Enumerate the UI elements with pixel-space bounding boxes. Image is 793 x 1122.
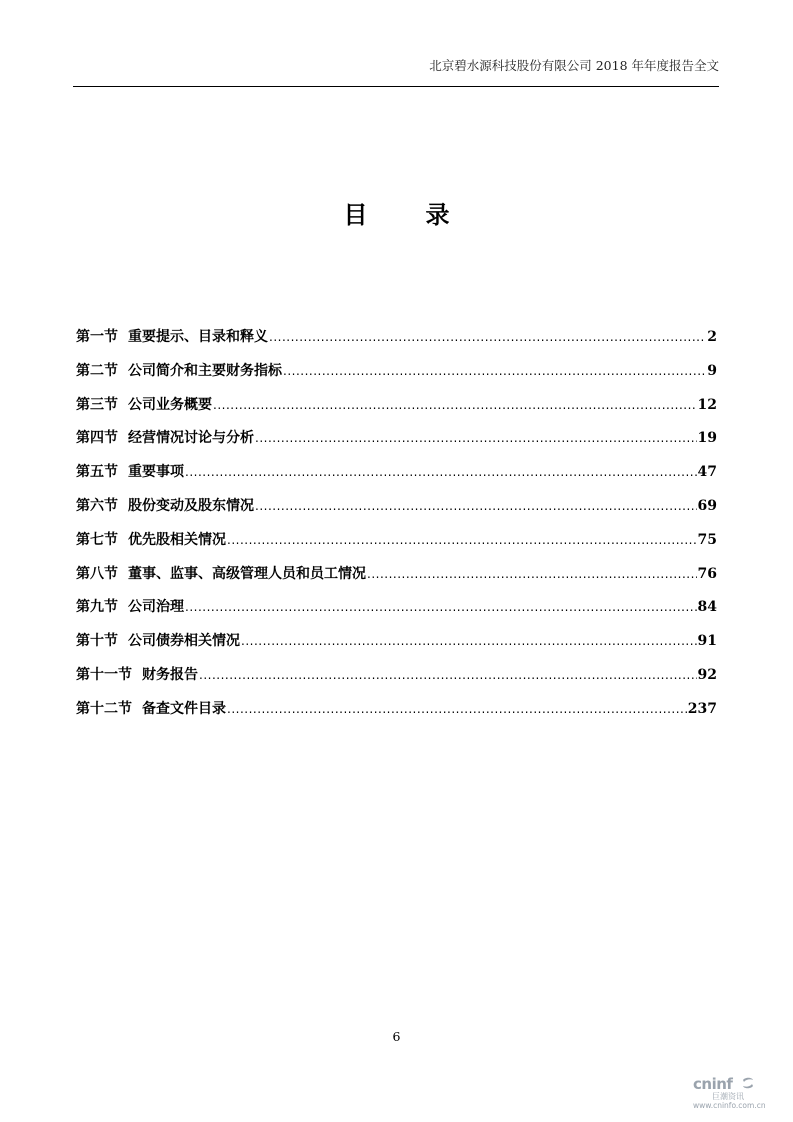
- toc-title-char-1: 目: [343, 201, 368, 229]
- toc-section: 第二节: [76, 362, 118, 379]
- toc-entry[interactable]: [76, 360, 717, 394]
- toc-leader: [269, 329, 706, 345]
- toc-section: 第十二节: [76, 700, 132, 717]
- toc-entry[interactable]: [76, 596, 717, 630]
- toc-entry[interactable]: [76, 664, 717, 698]
- toc-page: 19: [697, 430, 717, 447]
- toc-leader: [255, 430, 697, 446]
- toc-page: 2: [707, 329, 717, 345]
- toc-entry[interactable]: [76, 394, 717, 428]
- toc-title: [0, 195, 793, 230]
- toc-section: 第六节: [76, 497, 118, 514]
- toc-leader: [199, 667, 697, 683]
- toc-entry[interactable]: [76, 529, 717, 563]
- toc-entry-title: 董事、监事、高级管理人员和员工情况: [128, 565, 366, 582]
- cninfo-watermark-logo: [693, 1075, 773, 1115]
- toc-entry-title: 备查文件目录: [142, 700, 226, 717]
- toc-entry-title: 财务报告: [142, 666, 198, 683]
- toc-section: 第十节: [76, 633, 118, 650]
- toc-page: 12: [697, 396, 717, 413]
- toc-leader: [241, 633, 697, 649]
- header-divider: [73, 86, 719, 87]
- toc-leader: [227, 701, 687, 717]
- toc-page: 75: [697, 531, 717, 548]
- toc-section: 第十一节: [76, 666, 132, 683]
- toc-section: 第三节: [76, 396, 118, 413]
- toc-page: 237: [687, 700, 717, 717]
- toc-entry[interactable]: [76, 461, 717, 495]
- toc-entry[interactable]: [76, 563, 717, 597]
- toc-section: 第一节: [76, 329, 118, 345]
- toc-entry[interactable]: [76, 427, 717, 461]
- logo-cn-text: 巨潮资讯: [712, 1092, 744, 1101]
- toc-page: 84: [697, 599, 717, 616]
- toc-section: 第五节: [76, 464, 118, 481]
- toc-entry[interactable]: [76, 630, 717, 664]
- toc-page: 69: [697, 497, 717, 514]
- toc-entry[interactable]: [76, 326, 717, 360]
- toc-leader: [367, 566, 697, 582]
- toc-entry-title: 经营情况讨论与分析: [128, 430, 254, 447]
- toc-entry-title: 公司债券相关情况: [128, 633, 240, 650]
- toc-leader: [185, 599, 697, 615]
- toc-leader: [255, 498, 697, 514]
- toc-entry-title: 公司业务概要: [128, 396, 212, 413]
- toc-page: 76: [697, 565, 717, 582]
- logo-url-text: www.cninfo.com.cn: [693, 1101, 766, 1110]
- logo-word: cninf: [693, 1075, 733, 1093]
- toc-entry-title: 优先股相关情况: [128, 531, 226, 548]
- toc-section: 第七节: [76, 531, 118, 548]
- toc-leader: [283, 363, 706, 379]
- table-of-contents: [76, 326, 717, 732]
- toc-entry-title: 公司简介和主要财务指标: [128, 362, 282, 379]
- toc-leader: [185, 464, 697, 480]
- toc-page: 92: [697, 666, 717, 683]
- toc-section: 第四节: [76, 430, 118, 447]
- toc-entry-title: 重要提示、目录和释义: [128, 329, 268, 345]
- toc-entry-title: 股份变动及股东情况: [128, 497, 254, 514]
- toc-entry[interactable]: [76, 698, 717, 732]
- toc-leader: [227, 532, 697, 548]
- toc-page: 9: [707, 362, 717, 379]
- page-header: 北京碧水源科技股份有限公司 2018 年年度报告全文: [429, 58, 719, 73]
- page-number: 6: [392, 1029, 401, 1044]
- logo-swirl-icon: [741, 1076, 755, 1090]
- toc-page: 47: [697, 464, 717, 481]
- toc-section: 第九节: [76, 599, 118, 616]
- toc-entry-title: 重要事项: [128, 464, 184, 481]
- toc-title-char-2: 录: [425, 201, 450, 229]
- toc-entry[interactable]: [76, 495, 717, 529]
- toc-leader: [213, 397, 697, 413]
- toc-section: 第八节: [76, 565, 118, 582]
- toc-page: 91: [697, 633, 717, 650]
- toc-entry-title: 公司治理: [128, 599, 184, 616]
